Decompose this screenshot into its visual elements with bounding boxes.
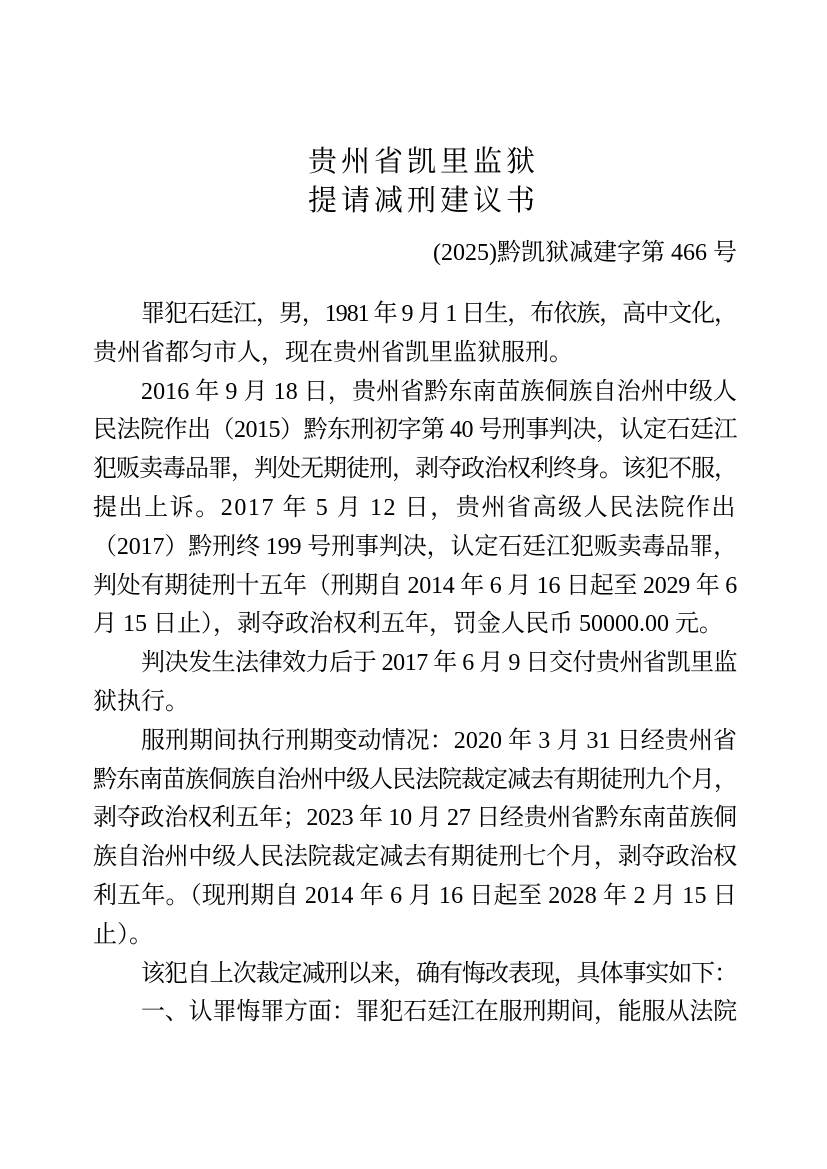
document-subtitle: 提请减刑建议书	[307, 185, 539, 217]
text-line: （2017）黔刑终 199 号刑事判决，认定石廷江犯贩卖毒品罪，	[93, 533, 737, 560]
text-line: 判处有期徒刑十五年（刑期自 2014 年 6 月 16 日起至 2029 年 6	[93, 572, 737, 599]
text-line: 狱执行。	[93, 688, 189, 715]
paragraph	[93, 644, 737, 722]
document-body	[93, 295, 737, 1032]
text-line: 判决发生法律效力后于 2017 年 6 月 9 日交付贵州省凯里监	[141, 650, 737, 677]
text-line: 服刑期间执行刑期变动情况：2020 年 3 月 31 日经贵州省	[141, 727, 737, 754]
document-header	[0, 143, 827, 221]
paragraph	[93, 955, 737, 994]
paragraph	[93, 722, 737, 955]
text-line: 一、认罪悔罪方面：罪犯石廷江在服刑期间，能服从法院	[141, 999, 737, 1026]
text-line: 2016 年 9 月 18 日，贵州省黔东南苗族侗族自治州中级人	[141, 378, 737, 405]
text-line: 罪犯石廷江，男，1981 年 9 月 1 日生，布依族，高中文化，	[141, 301, 737, 327]
text-line: 止）。	[93, 921, 153, 948]
text-line: 黔东南苗族侗族自治州中级人民法院裁定减去有期徒刑九个月，	[93, 766, 737, 793]
paragraph	[93, 295, 737, 373]
text-line: 剥夺政治权利五年；2023 年 10 月 27 日经贵州省黔东南苗族侗	[93, 805, 737, 832]
text-line: 月 15 日止），剥夺政治权利五年，罚金人民币 50000.00 元。	[93, 611, 723, 638]
text-line: 提出上诉。2017 年 5 月 12 日，贵州省高级人民法院作出	[93, 494, 737, 521]
text-line: 族自治州中级人民法院裁定减去有期徒刑七个月，剥夺政治权	[93, 844, 737, 871]
text-line: 贵州省都匀市人，现在贵州省凯里监狱服刑。	[93, 339, 573, 366]
text-line: 该犯自上次裁定减刑以来，确有悔改表现，具体事实如下：	[141, 960, 737, 987]
document-title: 贵州省凯里监狱	[307, 146, 539, 178]
document-number: (2025)黔凯狱减建字第 466 号	[433, 240, 737, 266]
paragraph	[93, 373, 737, 645]
text-line: 犯贩卖毒品罪，判处无期徒刑，剥夺政治权利终身。该犯不服，	[93, 456, 737, 483]
text-line: 利五年。（现刑期自 2014 年 6 月 16 日起至 2028 年 2 月 15 日	[93, 882, 737, 909]
paragraph	[93, 993, 737, 1032]
text-line: 民法院作出（2015）黔东刑初字第 40 号刑事判决，认定石廷江	[93, 417, 737, 444]
